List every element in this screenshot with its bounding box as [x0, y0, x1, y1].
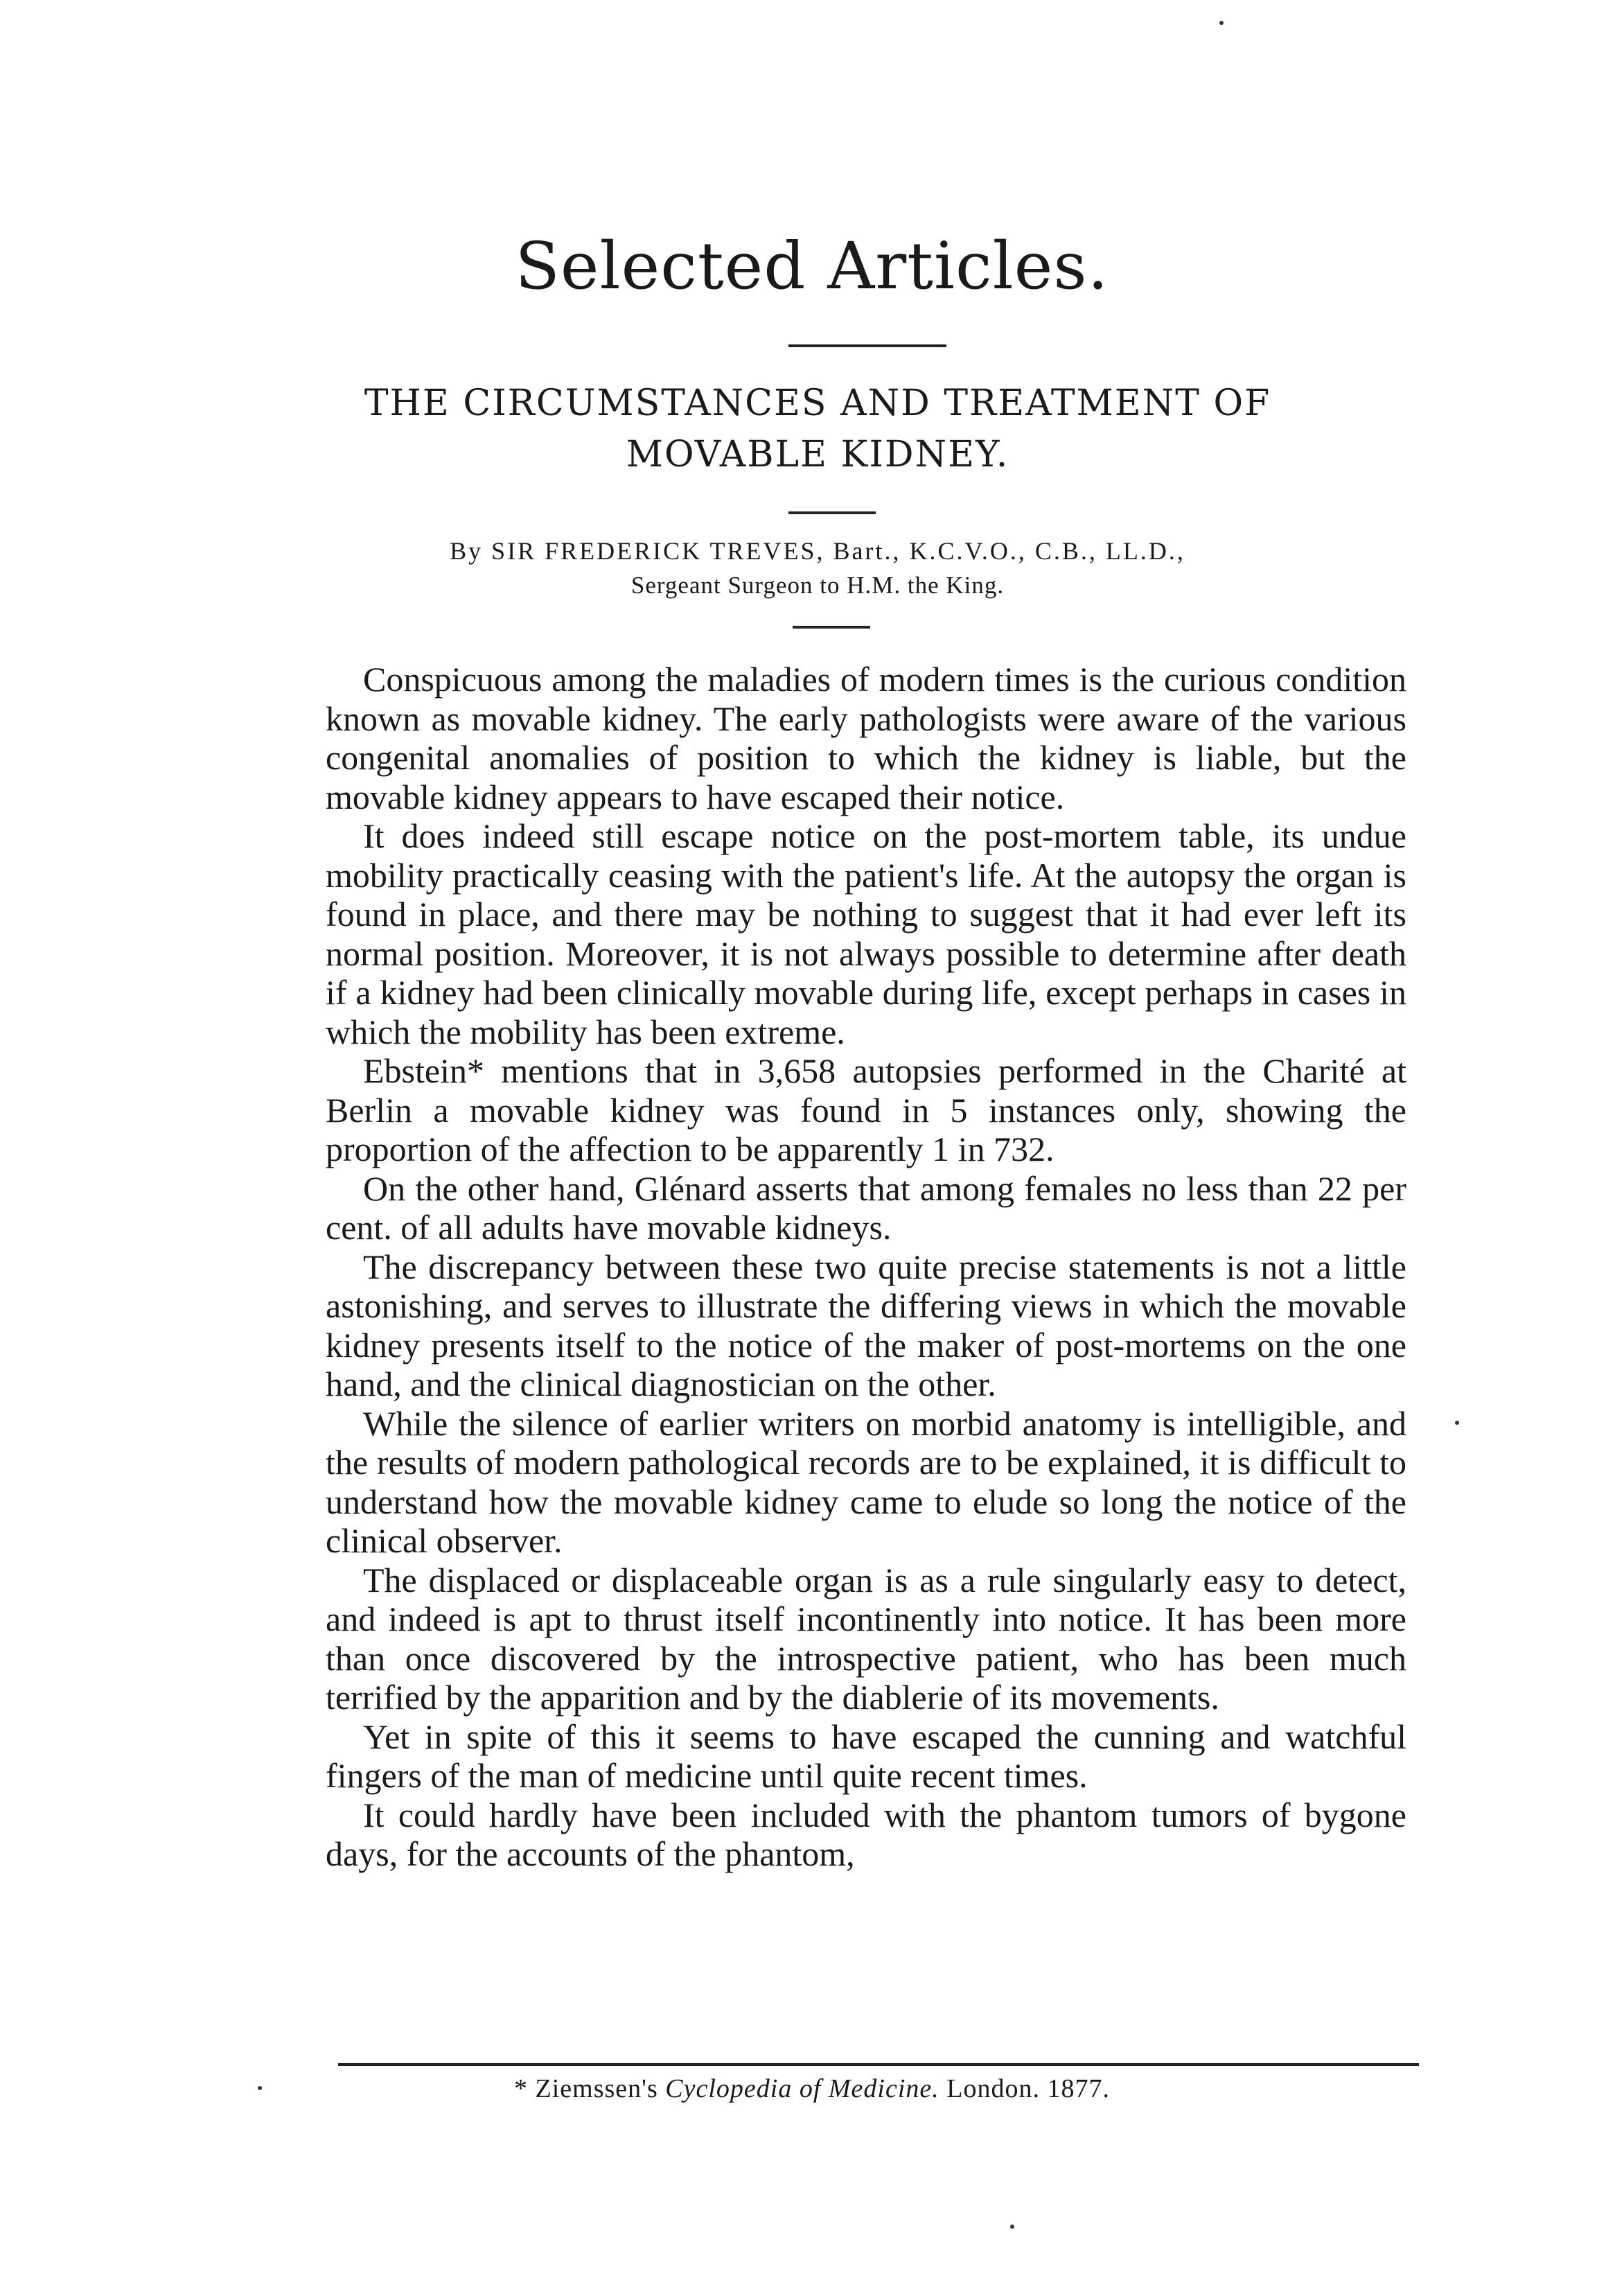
title-divider	[788, 511, 876, 514]
article-title-line-1: THE CIRCUMSTANCES AND TREATMENT OF	[364, 383, 1271, 424]
paragraph: Ebstein* mentions that in 3,658 autopsies performed in the Charité at Berlin a movable kidney was found in 5 instances only, showing the proportion of the affection to be apparently 1 in 732.	[326, 1051, 1406, 1168]
heading-divider	[788, 344, 946, 347]
article-title	[277, 378, 1358, 480]
scan-speck	[1219, 21, 1224, 25]
section-heading: Selected Articles.	[515, 229, 1109, 304]
paragraph: Conspicuous among the maladies of modern times is the curious condition known as movable kidney. The early pathologists were aware of the various congenital anomalies of position to which the kidney is liable, but the movable kidney appears to have escaped their notice.	[326, 660, 1406, 816]
author-byline	[208, 534, 1427, 603]
paragraph: On the other hand, Glénard asserts that among females no less than 22 per cent. of all adults have movable kidneys.	[326, 1168, 1406, 1247]
byline-divider	[793, 626, 870, 629]
author-position: Sergeant Surgeon to H.M. the King.	[630, 572, 1005, 599]
scan-speck	[258, 2086, 262, 2090]
footnote-prefix: * Ziemssen's	[514, 2074, 666, 2103]
scan-speck	[1010, 2225, 1014, 2229]
paragraph: Yet in spite of this it seems to have escaped the cunning and watchful fingers of the man of medicine until quite recent times.	[326, 1717, 1406, 1795]
article-body	[326, 660, 1406, 1874]
article-title-line-2: MOVABLE KIDNEY.	[626, 434, 1009, 475]
paragraph: The discrepancy between these two quite precise statements is not a little astonishing, and serves to illustrate the differing views in which the movable kidney presents itself to the notice of the maker of post-mortems on the one hand, and the clinical diagnostician on the other.	[326, 1247, 1406, 1403]
paragraph: It does indeed still escape notice on the post-mortem table, its undue mobility practically ceasing with the patient's life. At the autopsy the organ is found in place, and there may be nothing to suggest that it had ever left its normal position. Moreover, it is not always possible to determine after death if a kidney had been clinically movable during life, except perhaps in cases in which the mobility has been extreme.	[326, 816, 1406, 1051]
footnote-title: Cyclopedia of Medicine.	[665, 2074, 939, 2103]
footnote-divider	[338, 2063, 1419, 2066]
footnote-suffix: London. 1877.	[939, 2074, 1110, 2103]
paragraph: The displaced or displaceable organ is as a rule singularly easy to detect, and indeed is apt to thrust itself incontinently into notice. It has been more than once discovered by the introspective patient, who has been much terrified by the apparition and by the diablerie of its movements.	[326, 1560, 1406, 1717]
scan-speck	[1455, 1421, 1459, 1425]
author-name: By SIR FREDERICK TREVES, Bart., K.C.V.O., C.B., LL.D.,	[450, 537, 1185, 565]
paragraph: While the silence of earlier writers on morbid anatomy is intelligible, and the results of modern pathological records are to be explained, it is difficult to understand how the movable kidney came to elude so long the notice of the clinical observer.	[326, 1403, 1406, 1560]
paragraph: It could hardly have been included with the phantom tumors of bygone days, for the accounts of the phantom,	[326, 1795, 1406, 1873]
footnote	[0, 2073, 1624, 2104]
